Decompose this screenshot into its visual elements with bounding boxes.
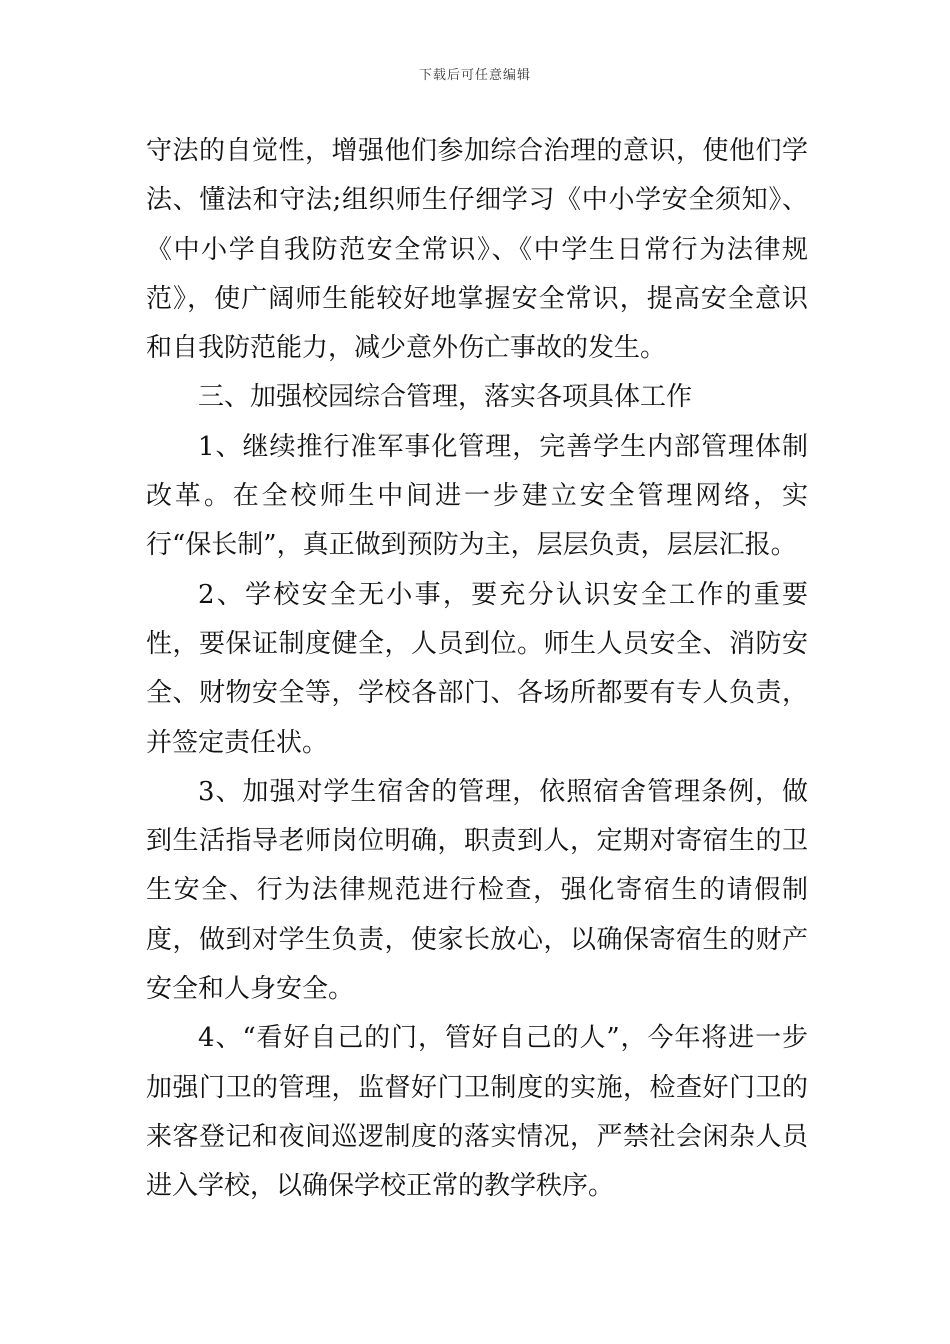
paragraph-continuation: 守法的自觉性，增强他们参加综合治理的意识，使他们学法、懂法和守法;组织师生仔细学习《中小学安全须知》、《中小学自我防范安全常识》、《中学生日常行为法律规范》，使广阔师生能较好地掌握安全常识，提高安全意识和自我防范能力，减少意外伤亡事故的发生。 <box>146 136 808 364</box>
paragraph-item-3: 3、加强对学生宿舍的管理，依照宿舍管理条例，做到生活指导老师岗位明确，职责到人，定期对寄宿生的卫生安全、行为法律规范进行检查，强化寄宿生的请假制度，做到对学生负责，使家长放心，以确保寄宿生的财产安全和人身安全。 <box>146 776 808 1005</box>
paragraph-item-1: 1、继续推行准军事化管理，完善学生内部管理体制改革。在全校师生中间进一步建立安全管理网络，实行“保长制”，真正做到预防为主，层层负责，层层汇报。 <box>146 431 808 561</box>
paragraph-item-4: 4、“看好自己的门，管好自己的人”，今年将进一步加强门卫的管理，监督好门卫制度的实施，检查好门卫的来客登记和夜间巡逻制度的落实情况，严禁社会闲杂人员进入学校，以确保学校正常的教学秩序。 <box>146 1023 808 1202</box>
page-header: 下载后可任意编辑 <box>418 68 531 83</box>
paragraph-item-2: 2、学校安全无小事，要充分认识安全工作的重要性，要保证制度健全，人员到位。师生人员安全、消防安全、财物安全等，学校各部门、各场所都要有专人负责，并签定责任状。 <box>146 579 808 758</box>
section-heading: 三、加强校园综合管理，落实各项具体工作 <box>198 382 693 413</box>
document-body <box>146 127 808 1212</box>
